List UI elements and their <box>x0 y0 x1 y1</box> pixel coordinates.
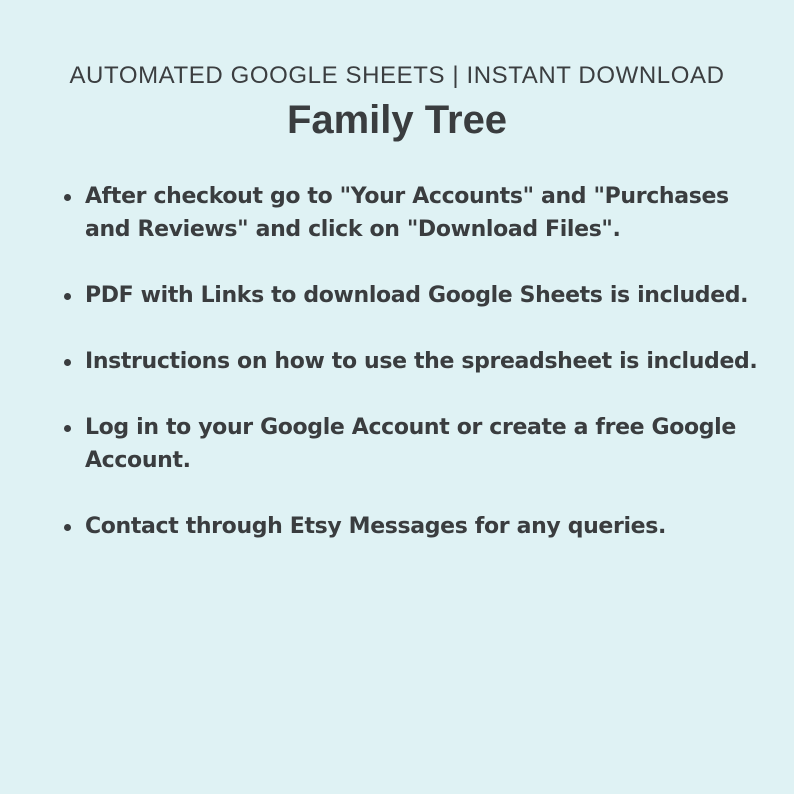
page-title: Family Tree <box>286 98 508 142</box>
list-item <box>62 180 762 246</box>
list-item-text: Contact through Etsy Messages for any queries. <box>85 514 666 539</box>
bullet-icon <box>64 425 71 432</box>
list-item-text: Instructions on how to use the spreadsheet is included. <box>85 349 758 374</box>
bullet-icon <box>64 359 71 366</box>
list-item-text: After checkout go to "Your Accounts" and "Purchases and Reviews" and click on "Download Files". <box>85 184 729 242</box>
bullet-icon <box>64 194 71 201</box>
list-item <box>62 345 762 378</box>
list-item-text: Log in to your Google Account or create a free Google Account. <box>85 415 736 473</box>
page-subtitle: AUTOMATED GOOGLE SHEETS | INSTANT DOWNLOAD <box>69 62 725 89</box>
list-item <box>62 411 762 477</box>
list-item <box>62 510 762 543</box>
list-item <box>62 279 762 312</box>
bullet-icon <box>64 524 71 531</box>
instructions-list <box>62 180 762 576</box>
bullet-icon <box>64 293 71 300</box>
list-item-text: PDF with Links to download Google Sheets is included. <box>85 283 749 308</box>
